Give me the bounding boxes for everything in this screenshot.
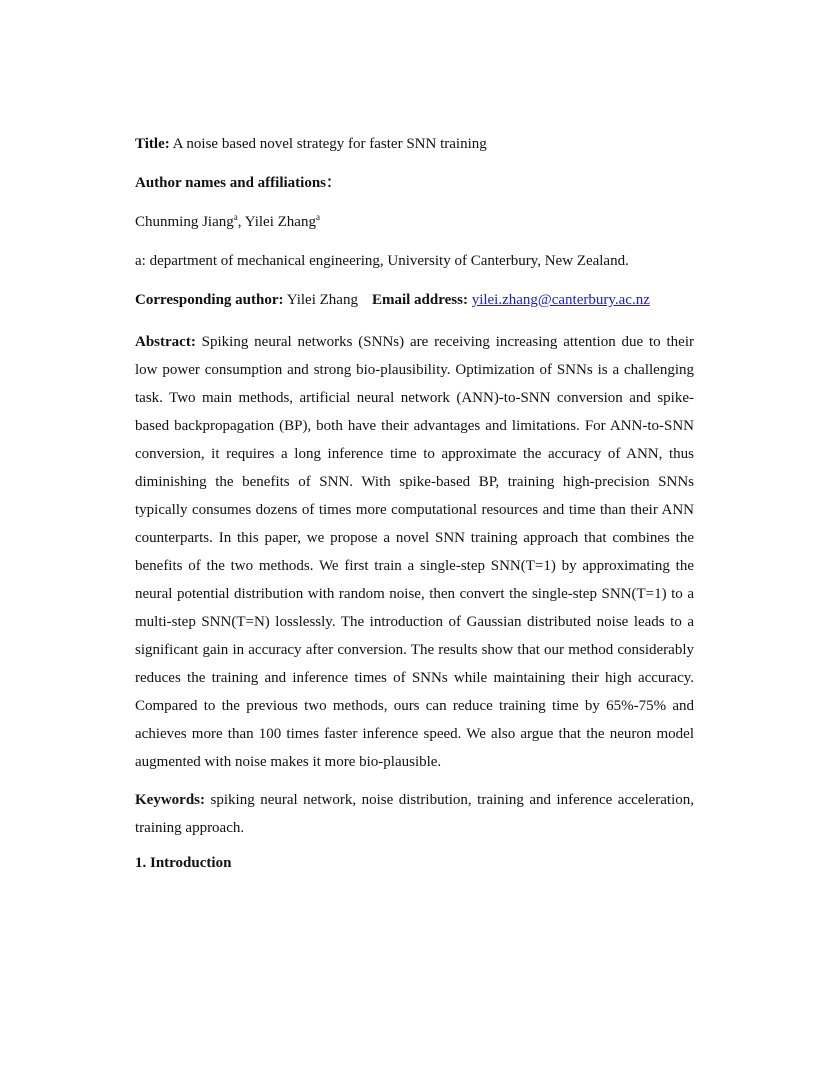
author-list bbox=[135, 211, 694, 233]
corresponding-author-name: Yilei Zhang bbox=[286, 292, 358, 308]
author-name: Yilei Zhang bbox=[244, 214, 316, 230]
email-label: Email address: bbox=[371, 292, 468, 308]
abstract-text: Spiking neural networks (SNNs) are receiving increasing attention due to their low power consumption and strong bio-plausibility. Optimization of SNNs is a challenging task. Two main methods, artificial neural network (ANN)-to-SNN conversion and spike-based backpropagation (BP), both have their advantages and limitations. For ANN-to-SNN conversion, it requires a long inference time to approximate the accuracy of ANN, thus diminishing the benefits of SNN. With spike-based BP, training high-precision SNNs typically consumes dozens of times more computational resources and time than their ANN counterparts. In this paper, we propose a novel SNN training approach that combines the benefits of the two methods. We first train a single-step SNN(T=1) by approximating the neural potential distribution with random noise, then convert the single-step SNN(T=1) to a multi-step SNN(T=N) losslessly. The introduction of Gaussian distributed noise leads to a significant gain in accuracy after conversion. The results show that our method considerably reduces the training and inference times of SNNs while maintaining their high accuracy. Compared to the previous two methods, ours can reduce training time by 65%-75% and achieves more than 100 times faster inference speed. We also argue that the neuron model augmented with noise makes it more bio-plausible. bbox=[135, 334, 695, 770]
keywords bbox=[135, 786, 694, 842]
affiliation: a: department of mechanical engineering, University of Canterbury, New Zealand. bbox=[135, 253, 629, 269]
section-heading: 1. Introduction bbox=[135, 855, 232, 871]
title-label: Title: bbox=[135, 136, 170, 152]
paper-page bbox=[135, 133, 694, 874]
author-affiliation-mark: a bbox=[233, 212, 238, 222]
authors-heading: Author names and affiliations： bbox=[135, 175, 342, 191]
author-affiliation-mark: a bbox=[315, 212, 320, 222]
corresponding-author-line bbox=[135, 289, 694, 311]
abstract bbox=[135, 328, 694, 776]
author-separator: , bbox=[237, 214, 245, 230]
author-name: Chunming Jiang bbox=[135, 214, 234, 230]
title-line bbox=[135, 133, 694, 155]
keywords-text: spiking neural network, noise distribution, training and inference acceleration, training approach. bbox=[135, 792, 695, 836]
paper-title: A noise based novel strategy for faster SNN training bbox=[172, 136, 487, 152]
corresponding-author-label: Corresponding author: bbox=[135, 292, 284, 308]
email-link[interactable]: yilei.zhang@canterbury.ac.nz bbox=[471, 292, 650, 308]
keywords-label: Keywords: bbox=[135, 792, 205, 808]
abstract-label: Abstract: bbox=[135, 334, 196, 350]
